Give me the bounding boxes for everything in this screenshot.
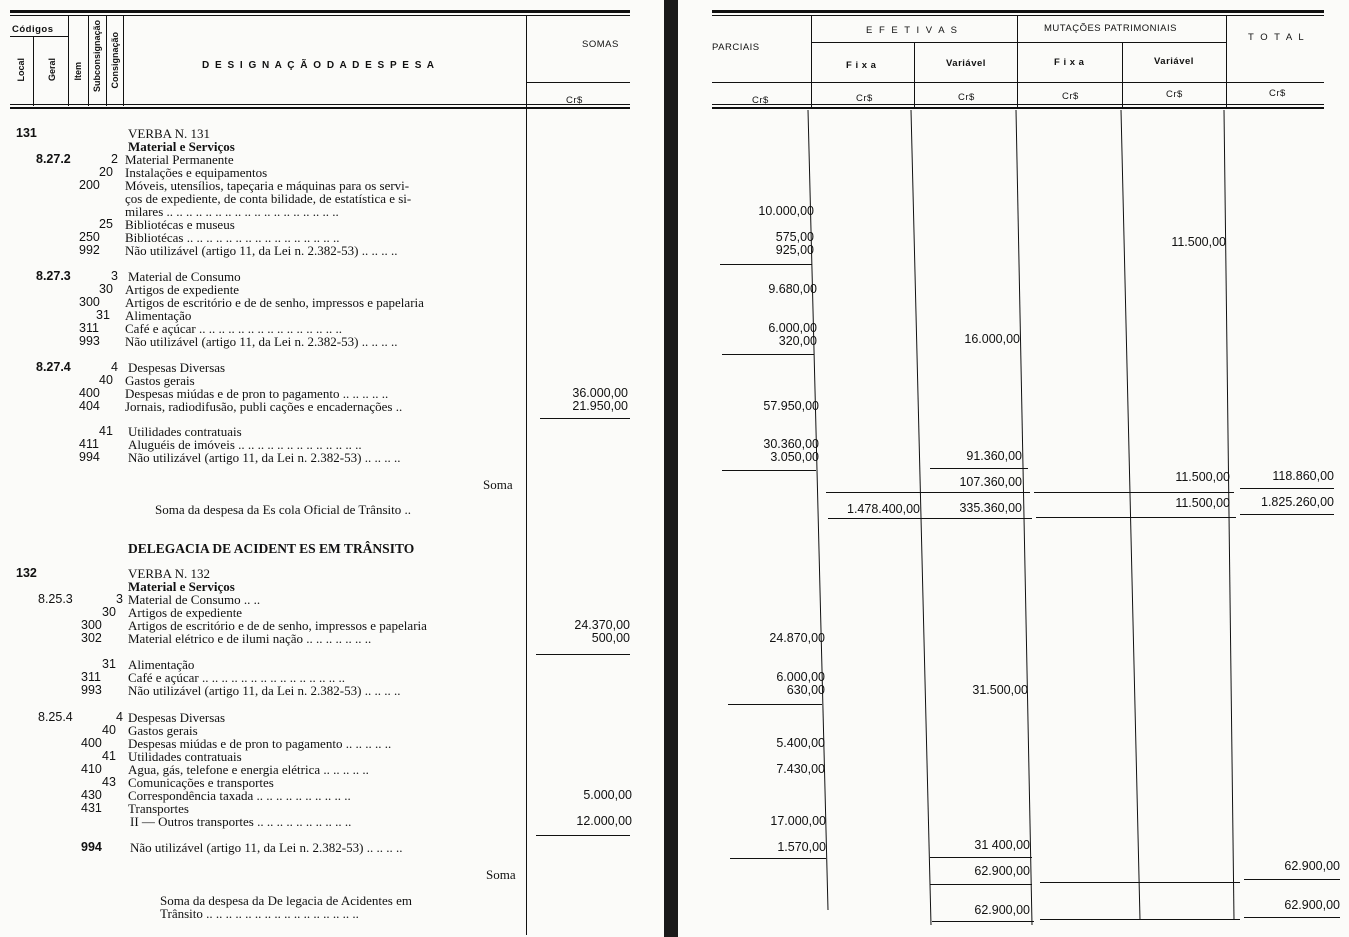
material-servicos-2: Material e Serviços	[128, 579, 235, 594]
parcial-11: 6.000,00	[776, 670, 825, 684]
mutacao-rule-2	[1036, 517, 1236, 518]
code-8-25-3: 8.25.3	[38, 592, 73, 606]
fixa-header: F i x a	[846, 60, 877, 71]
code-404: 404	[79, 399, 100, 413]
verba-132: VERBA N. 132	[128, 566, 210, 581]
nao-utilizavel-993b: Não utilizável (artigo 11, da Lei n. 2.382-53) .. .. .. ..	[128, 683, 401, 698]
code-d431: 431	[81, 801, 102, 815]
artigos-expediente: Artigos de expediente	[125, 282, 240, 297]
nao-utilizavel-994b: Não utilizável (artigo 11, da Lei n. 2.382-53) .. .. .. ..	[130, 840, 403, 855]
subheader-rule	[812, 42, 1226, 43]
parcial-2: 575,00	[775, 230, 814, 244]
efetiva-var-1: 16.000,00	[964, 332, 1020, 346]
outros-transportes: II — Outros transportes .. .. .. .. .. .. .. .. .. ..	[130, 814, 352, 829]
parcial-8: 30.360,00	[763, 437, 819, 451]
parcial-13: 5.400,00	[776, 736, 825, 750]
consignacao-label: Consignação	[110, 32, 120, 89]
parcial-12: 630,00	[786, 683, 825, 697]
efetiva-rule-6	[932, 921, 1034, 922]
parcial-15: 17.000,00	[770, 814, 826, 828]
somas-value-2: 21.950,00	[572, 399, 628, 413]
col-sep-4	[106, 15, 107, 106]
artigos-expediente-2: Artigos de expediente	[128, 605, 243, 620]
comunicacoes: Comunicações e transportes	[128, 775, 274, 790]
parcial-6: 320,00	[778, 334, 817, 348]
cur-parciais: Cr$	[752, 95, 769, 106]
code-d302: 302	[81, 631, 102, 645]
alimentacao-2: Alimentação	[128, 657, 195, 672]
code-200: 200	[79, 178, 100, 192]
material-eletrico: Material elétrico e de ilumi nação .. .. .. .. .. .. ..	[128, 631, 372, 646]
despesas-miudas-2: Despesas miúdas e de pron to pagamento .. .. .. .. ..	[128, 736, 392, 751]
total-4: 62.900,00	[1284, 898, 1340, 912]
code-992: 992	[79, 243, 100, 257]
nao-utilizavel-994: Não utilizável (artigo 11, da Lei n. 2.382-53) .. .. .. ..	[128, 450, 401, 465]
col-div-fixa	[914, 42, 915, 108]
cur-total: Cr$	[1269, 88, 1286, 99]
code-d400: 400	[81, 736, 102, 750]
code-4: 4	[111, 360, 118, 374]
utilidades-contratuais-2: Utilidades contratuais	[128, 749, 242, 764]
header-bottom-rule-thick	[10, 107, 630, 109]
mutacao-rule-4	[1040, 919, 1240, 920]
mut-fixa-header: F i x a	[1054, 57, 1085, 68]
mutacao-var-3: 11.500,00	[1175, 496, 1230, 510]
col-div-efetivas	[1017, 15, 1018, 108]
somas-value-4: 500,00	[591, 631, 630, 645]
efetiva-rule-2	[826, 492, 1030, 493]
total-1: 118.860,00	[1272, 469, 1334, 483]
efetiva-var-8: 62.900,00	[974, 903, 1030, 917]
alugueis: Aluguéis de imóveis .. .. .. .. .. .. .. .. .. .. .. .. ..	[128, 437, 362, 452]
parcial-rule-3	[722, 470, 816, 471]
code-d993: 993	[81, 683, 102, 697]
col-div-parciais	[811, 15, 812, 108]
right-header-bottom-thick	[712, 107, 1324, 109]
codigos-label: Códigos	[12, 24, 54, 35]
code-8-27-4: 8.27.4	[36, 360, 71, 374]
efetiva-fixa-1: 1.478.400,00	[847, 502, 920, 516]
parcial-1: 10.000,00	[758, 204, 814, 218]
bibliotecas: Bibliotécas .. .. .. .. .. .. .. .. .. .. .. .. .. .. .. ..	[125, 230, 340, 245]
parcial-rule-4	[728, 704, 822, 705]
total-2: 1.825.260,00	[1261, 495, 1334, 509]
col-div-mutacoes	[1226, 15, 1227, 108]
utilidades-contratuais: Utilidades contratuais	[128, 424, 242, 439]
mutacao-rule-1	[1034, 492, 1234, 493]
material-consumo: Material de Consumo	[128, 269, 241, 284]
mut-variavel-header: Variável	[1154, 56, 1194, 67]
col-div-mut-fixa	[1122, 42, 1123, 108]
code-2: 2	[111, 152, 118, 166]
code-250: 250	[79, 230, 100, 244]
code-311: 311	[79, 321, 99, 335]
somas-rule-2	[536, 654, 630, 655]
moveis-line-1: Móveis, utensílios, tapeçaria e máquinas para os servi-	[125, 178, 410, 193]
parcial-14: 7.430,00	[776, 762, 825, 776]
mutacao-rule-3	[1040, 882, 1240, 883]
moveis-line-2: ços de expediente, de conta bilidade, de estatística e si-	[125, 191, 412, 206]
code-d30: 30	[102, 605, 116, 619]
somas-rule-3	[536, 835, 630, 836]
parciais-header: PARCIAIS	[712, 42, 760, 53]
code-d994: 994	[81, 840, 102, 854]
item-label: Item	[73, 62, 83, 81]
code-132: 132	[16, 566, 37, 580]
efetiva-rule-1	[930, 468, 1028, 469]
code-d4: 4	[116, 710, 123, 724]
code-d31: 31	[102, 657, 116, 671]
right-currency-rule	[712, 82, 1324, 83]
bibliotecas-museus: Bibliotécas e museus	[125, 217, 235, 232]
cur-fixa: Cr$	[856, 93, 873, 104]
code-d3: 3	[116, 592, 123, 606]
cur-mut-fixa: Cr$	[1062, 91, 1079, 102]
code-8-27-3: 8.27.3	[36, 269, 71, 283]
code-25: 25	[99, 217, 113, 231]
somas-value-5: 5.000,00	[583, 788, 632, 802]
code-d410: 410	[81, 762, 102, 776]
nao-utilizavel-992: Não utilizável (artigo 11, da Lei n. 2.382-53) .. .. .. ..	[125, 243, 398, 258]
top-rule-thin	[10, 15, 630, 16]
parcial-3: 925,00	[775, 243, 814, 257]
efetiva-var-4: 335.360,00	[959, 501, 1022, 515]
parcial-4: 9.680,00	[768, 282, 817, 296]
alimentacao: Alimentação	[125, 308, 192, 323]
despesas-diversas-2: Despesas Diversas	[128, 710, 226, 725]
material-servicos-1: Material e Serviços	[128, 139, 235, 154]
transportes: Transportes	[128, 801, 189, 816]
somas-header: SOMAS	[582, 39, 619, 50]
material-permanente: Material Permanente	[125, 152, 234, 167]
material-consumo-2: Material de Consumo .. ..	[128, 592, 261, 607]
code-131: 131	[16, 126, 37, 140]
code-3: 3	[111, 269, 118, 283]
variavel-header: Variável	[946, 58, 986, 69]
efetiva-rule-4	[930, 857, 1032, 858]
geral-label: Geral	[47, 58, 57, 82]
right-header-bottom	[712, 104, 1324, 105]
code-d311: 311	[81, 670, 101, 684]
code-8-27-2: 8.27.2	[36, 152, 71, 166]
parcial-rule-5	[730, 858, 826, 859]
soma-delegacia-2: Trânsito .. .. .. .. .. .. .. .. .. .. .. .. .. .. .. ..	[160, 906, 359, 921]
mutacao-var-1: 11.500,00	[1171, 235, 1226, 249]
efetiva-var-2: 91.360,00	[966, 449, 1022, 463]
somas-rule-1	[540, 418, 630, 419]
parcial-5: 6.000,00	[768, 321, 817, 335]
somas-value-6: 12.000,00	[576, 814, 632, 828]
efetiva-rule-5	[930, 884, 1032, 885]
page-gutter	[664, 0, 678, 937]
right-top-rule	[712, 10, 1324, 13]
parcial-16: 1.570,00	[777, 840, 826, 854]
code-31: 31	[96, 308, 110, 322]
despesas-diversas: Despesas Diversas	[128, 360, 226, 375]
efetiva-var-6: 31 400,00	[974, 838, 1030, 852]
code-400: 400	[79, 386, 100, 400]
mutacao-var-2: 11.500,00	[1175, 470, 1230, 484]
col-sep-2	[68, 15, 69, 106]
efetiva-rule-3	[828, 518, 1032, 519]
artigos-escritorio: Artigos de escritório e de de senho, impressos e papelaria	[125, 295, 424, 310]
code-994: 994	[79, 450, 100, 464]
col-sep-3	[88, 15, 89, 106]
parcial-rule-2	[722, 354, 814, 355]
gastos-gerais: Gastos gerais	[125, 373, 195, 388]
efetiva-var-7: 62.900,00	[974, 864, 1030, 878]
cur-mut-variavel: Cr$	[1166, 89, 1183, 100]
parcial-10: 24.870,00	[769, 631, 825, 645]
somas-value-3: 24.370,00	[574, 618, 630, 632]
col-sep-1	[33, 36, 34, 106]
soma-label-2: Soma	[486, 867, 516, 882]
jornais: Jornais, radiodifusão, publi cações e encadernações ..	[125, 399, 403, 414]
code-d43: 43	[102, 775, 116, 789]
instalacoes: Instalações e equipamentos	[125, 165, 268, 180]
total-header: T O T A L	[1248, 32, 1306, 43]
total-3: 62.900,00	[1284, 859, 1340, 873]
soma-label-1: Soma	[483, 477, 513, 492]
somas-currency: Cr$	[566, 95, 583, 106]
correspondencia: Correspondência taxada .. .. .. .. .. .. .. .. .. ..	[128, 788, 351, 803]
right-top-rule-thin	[712, 15, 1324, 16]
soma-delegacia-1: Soma da despesa da De legacia de Acidentes em	[160, 893, 412, 908]
efetiva-var-3: 107.360,00	[959, 475, 1022, 489]
code-411: 411	[79, 437, 99, 451]
total-rule-4	[1244, 917, 1340, 918]
designacao-header: D E S I G N A Ç Ã O D A D E S P E S A	[202, 60, 436, 71]
code-d40: 40	[102, 723, 116, 737]
code-41: 41	[99, 424, 113, 438]
parcial-rule-1	[720, 264, 812, 265]
efetivas-header: E F E T I V A S	[866, 25, 960, 36]
gastos-gerais-2: Gastos gerais	[128, 723, 198, 738]
somas-value-1: 36.000,00	[572, 386, 628, 400]
total-rule-1	[1240, 488, 1334, 489]
mutacoes-header: MUTAÇÕES PATRIMONIAIS	[1044, 23, 1177, 34]
total-rule-2	[1240, 514, 1334, 515]
parcial-9: 3.050,00	[770, 450, 819, 464]
somas-currency-rule	[527, 82, 630, 83]
code-d41: 41	[102, 749, 116, 763]
codigos-rule	[10, 36, 68, 37]
code-d300: 300	[81, 618, 102, 632]
local-label: Local	[16, 58, 26, 82]
verba-131: VERBA N. 131	[128, 126, 210, 141]
code-30: 30	[99, 282, 113, 296]
agua-gas: Agua, gás, telefone e energia elétrica .. .. .. .. ..	[128, 762, 369, 777]
nao-utilizavel-993: Não utilizável (artigo 11, da Lei n. 2.382-53) .. .. .. ..	[125, 334, 398, 349]
code-300: 300	[79, 295, 100, 309]
cafe-acucar: Café e açúcar .. .. .. .. .. .. .. .. .. .. .. .. .. .. ..	[125, 321, 342, 336]
top-rule	[10, 10, 630, 13]
col-sep-5	[123, 15, 124, 106]
code-8-25-4: 8.25.4	[38, 710, 73, 724]
total-rule-3	[1244, 879, 1340, 880]
code-993: 993	[79, 334, 100, 348]
code-20: 20	[99, 165, 113, 179]
efetiva-var-5: 31.500,00	[972, 683, 1028, 697]
despesas-miudas: Despesas miúdas e de pron to pagamento .. .. .. .. ..	[125, 386, 389, 401]
code-d430: 430	[81, 788, 102, 802]
cafe-acucar-2: Café e açúcar .. .. .. .. .. .. .. .. .. .. .. .. .. .. ..	[128, 670, 345, 685]
cur-variavel: Cr$	[958, 92, 975, 103]
code-40: 40	[99, 373, 113, 387]
parcial-7: 57.950,00	[763, 399, 819, 413]
soma-escola: Soma da despesa da Es cola Oficial de Trânsito ..	[155, 502, 411, 517]
artigos-escritorio-2: Artigos de escritório e de de senho, impressos e papelaria	[128, 618, 427, 633]
moveis-line-3: milares .. .. .. .. .. .. .. .. .. .. .. .. .. .. .. .. .. ..	[125, 204, 339, 219]
header-bottom-rule	[10, 104, 630, 105]
subconsignacao-label: Subconsignação	[92, 20, 102, 93]
delegacia-title: DELEGACIA DE ACIDENT ES EM TRÂNSITO	[128, 541, 415, 556]
